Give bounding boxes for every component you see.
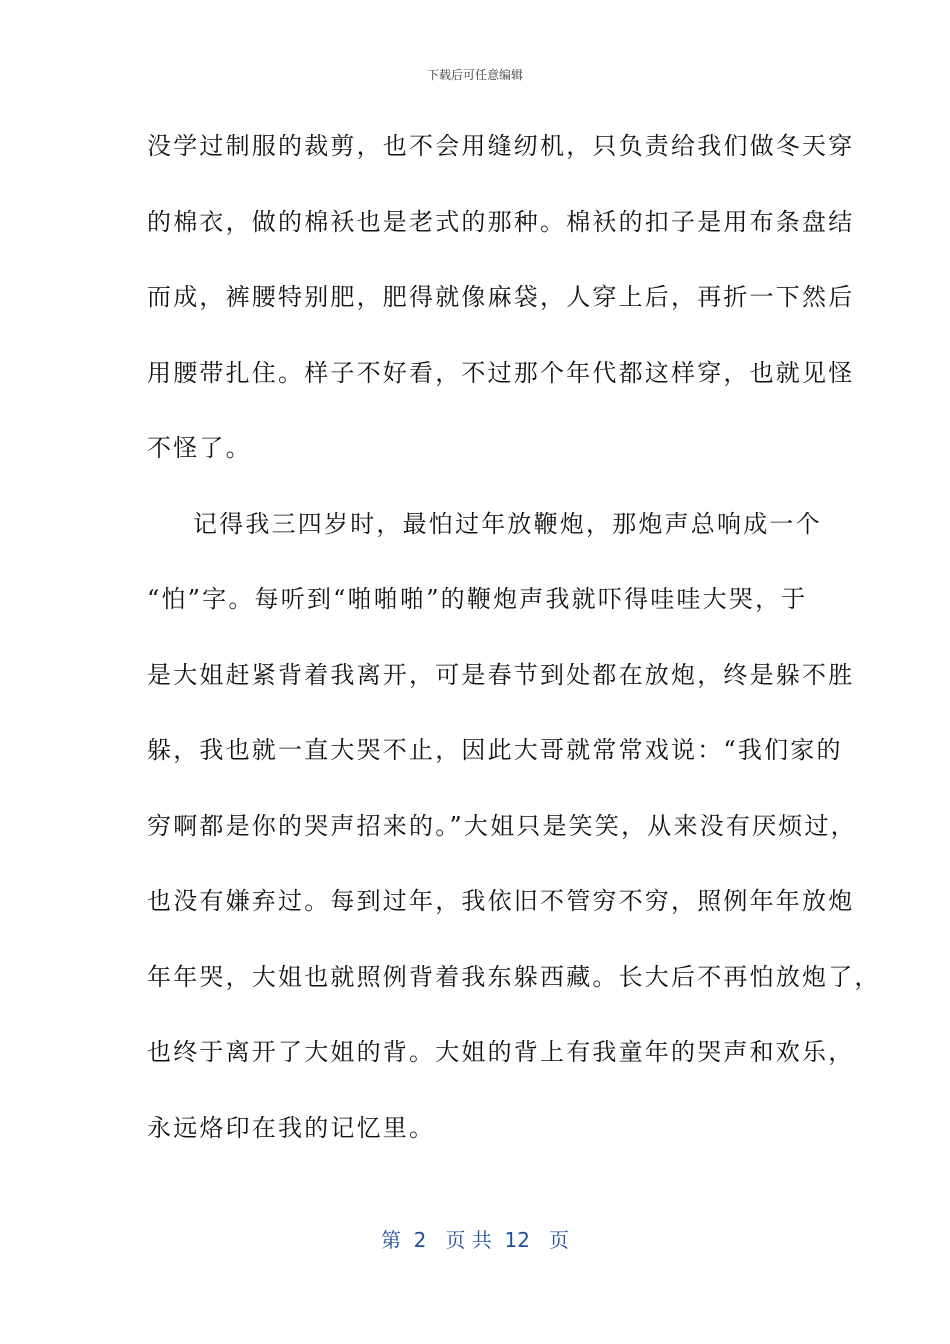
text-line: 而成，裤腰特别肥，肥得就像麻袋，人穿上后，再折一下然后 xyxy=(147,283,855,311)
text-line: 是大姐赶紧背着我离开，可是春节到处都在放炮，终是躲不胜 xyxy=(147,660,855,689)
text-line: 也终于离开了大姐的背。大姐的背上有我童年的哭声和欢乐， xyxy=(147,1038,855,1066)
header-note: 下载后可任意编辑 xyxy=(426,68,523,82)
text-line: 的棉衣，做的棉袄也是老式的那种。棉袄的扣子是用布条盘结 xyxy=(147,207,855,236)
text-line: 躲，我也就一直大哭不止，因此大哥就常常戏说：“我们家的 xyxy=(147,736,843,764)
text-line: 穷啊都是你的哭声招来的。”大姐只是笑笑，从来没有厌烦过， xyxy=(147,811,857,840)
page-number-footer: 第 2 页 共 12 页 xyxy=(380,1228,570,1252)
text-line: 没学过制服的裁剪，也不会用缝纫机，只负责给我们做冬天穿 xyxy=(147,132,855,160)
text-line: 永远烙印在我的记忆里。 xyxy=(147,1113,436,1142)
paragraph-start-line: 记得我三四岁时，最怕过年放鞭炮，那炮声总响成一个 xyxy=(193,509,822,538)
text-line: 也没有嫌弃过。每到过年，我依旧不管穷不穷，照例年年放炮 xyxy=(147,887,855,915)
text-line: “怕”字。每听到“啪啪啪”的鞭炮声我就吓得哇哇大哭，于 xyxy=(147,585,808,613)
document-body xyxy=(147,124,881,1181)
text-line: 年年哭，大姐也就照例背着我东躲西藏。长大后不再怕放炮了， xyxy=(147,962,881,991)
text-line: 用腰带扎住。样子不好看，不过那个年代都这样穿，也就见怪 xyxy=(147,358,855,387)
text-line: 不怪了。 xyxy=(147,434,252,462)
